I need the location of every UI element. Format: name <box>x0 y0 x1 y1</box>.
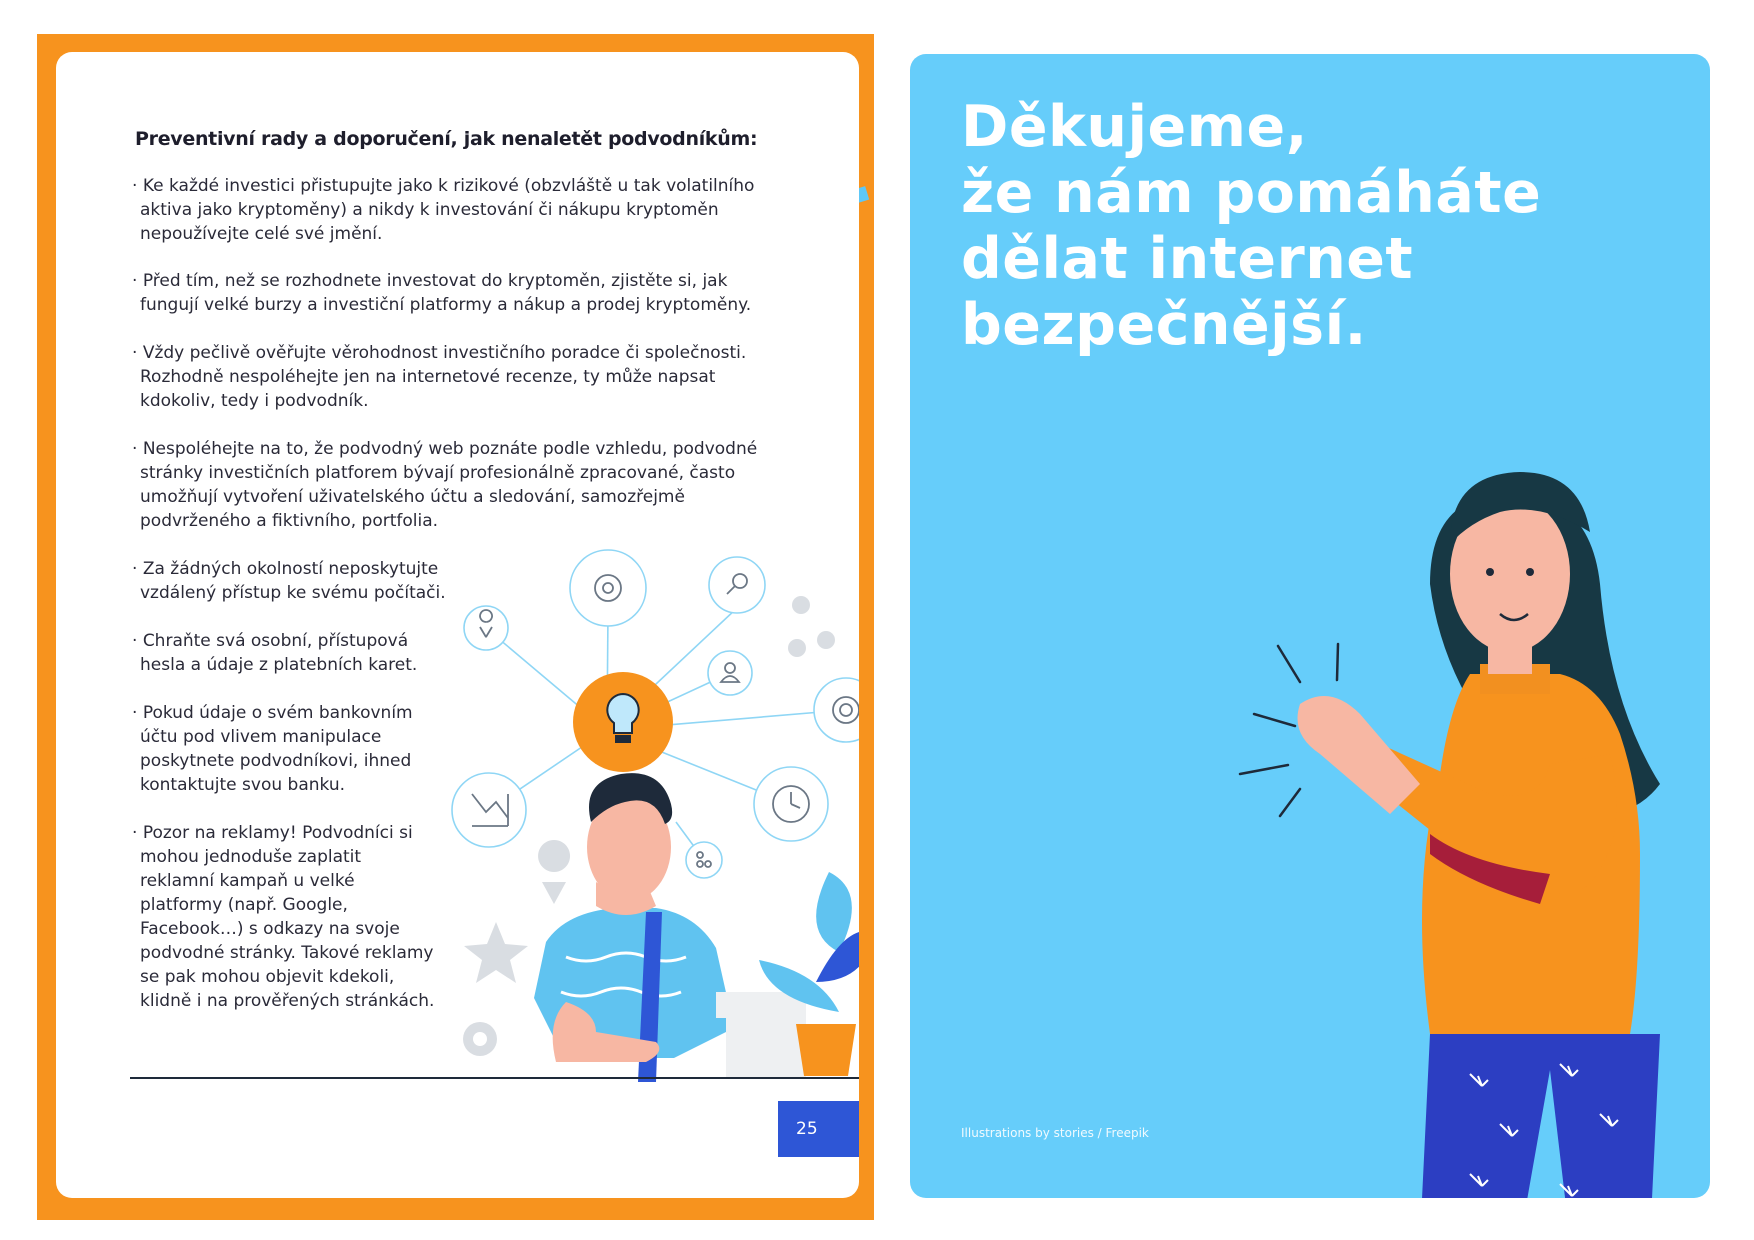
page-number: 25 <box>778 1101 859 1157</box>
divider <box>130 1077 859 1079</box>
thank-you-line: Děkujeme, <box>961 94 1308 160</box>
tip-item: · Chraňte svá osobní, přístupová hesla a údaje z platebních karet. <box>130 629 440 677</box>
tip-item: · Vždy pečlivě ověřujte věrohodnost investičního poradce či společnosti. Rozhodně nespoléhejte jen na internetové recenze, ty může napsat kdokoliv, tedy i podvodník. <box>130 341 760 413</box>
tips-heading: Preventivní rady a doporučení, jak nenaletět podvodníkům: <box>135 128 758 150</box>
illustration-credit: Illustrations by stories / Freepik <box>961 1126 1149 1140</box>
thank-you-line: bezpečnější. <box>961 292 1367 358</box>
thank-you-line: dělat internet <box>961 226 1414 292</box>
right-page <box>910 54 1710 1198</box>
left-page <box>56 52 859 1198</box>
tip-item: · Pozor na reklamy! Podvodníci si mohou jednoduše zaplatit reklamní kampaň u velké platformy (např. Google, Facebook…) s odkazy na svoje podvodné stránky. Takové reklamy se pak mohou objevit kdekoli, klidně i na prověřených stránkách. <box>130 821 440 1013</box>
tip-item: · Pokud údaje o svém bankovním účtu pod vlivem manipulace poskytnete podvodníkovi, ihned kontaktujte svou banku. <box>130 701 430 797</box>
thank-you-heading <box>961 94 1541 358</box>
tip-item: · Před tím, než se rozhodnete investovat do kryptoměn, zjistěte si, jak fungují velké burzy a investiční platformy a nákup a prodej kryptoměny. <box>130 269 780 317</box>
tip-item: · Ke každé investici přistupujte jako k rizikové (obzvláště u tak volatilního aktiva jako kryptoměny) a nikdy k investování či nákupu kryptoměn nepoužívejte celé své jmění. <box>130 174 780 246</box>
thank-you-line: že nám pomáháte <box>961 160 1542 226</box>
tip-item: · Za žádných okolností neposkytujte vzdálený přístup ke svému počítači. <box>130 557 470 605</box>
tip-item: · Nespoléhejte na to, že podvodný web poznáte podle vzhledu, podvodné stránky investičních platforem bývají profesionálně zpracované, často umožňují vytvoření uživatelského účtu a sledování, samozřejmě podvrženého a fiktivního, portfolia. <box>130 437 770 533</box>
